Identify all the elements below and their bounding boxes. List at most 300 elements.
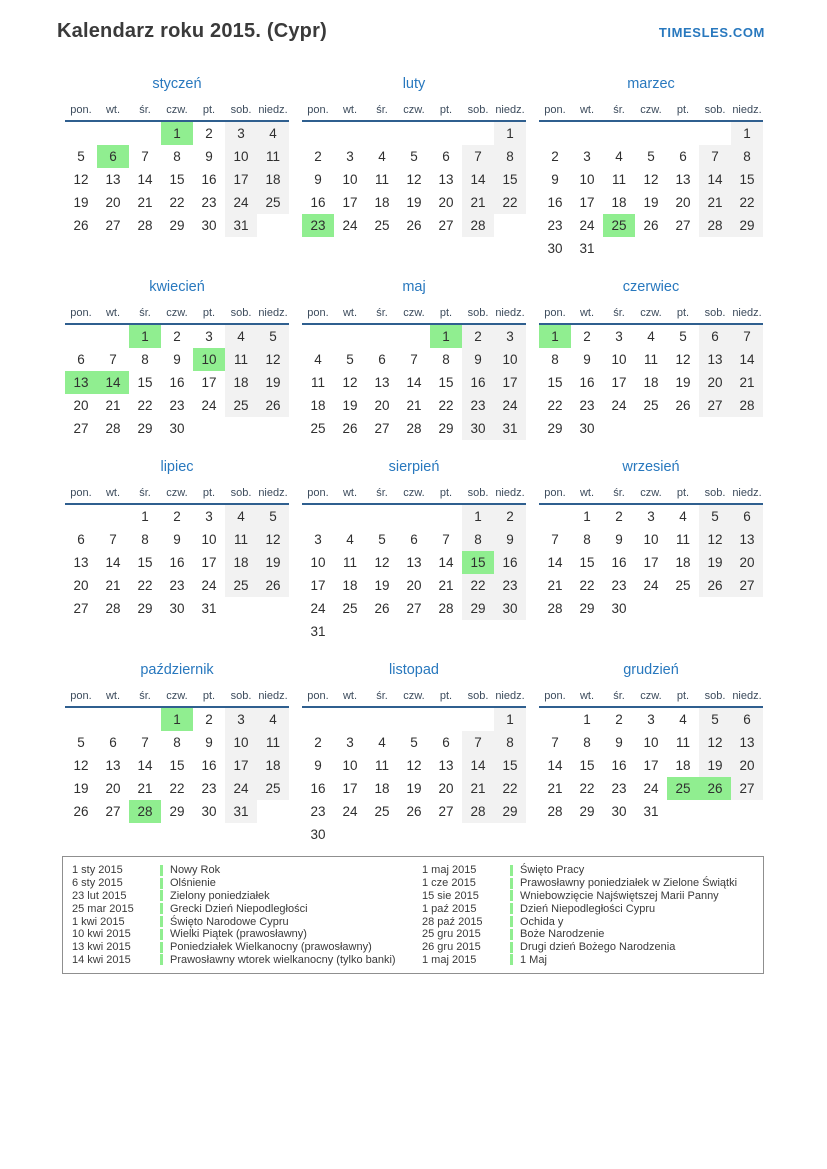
legend-holiday-name: Święto Pracy [520, 864, 585, 877]
day-cell: 30 [169, 601, 185, 616]
day-cell: 23 [201, 781, 217, 796]
day-cell: 16 [494, 551, 526, 574]
day-cell: 17 [225, 754, 257, 777]
day-header: czw. [398, 98, 430, 121]
month-2 [302, 75, 526, 237]
empty-cell [366, 620, 398, 643]
week-row [539, 121, 763, 145]
day-cell: 2 [314, 735, 322, 750]
day-cell: 2 [205, 712, 213, 727]
day-header: niedz. [257, 301, 289, 324]
day-cell: 30 [579, 421, 595, 436]
legend-row [63, 915, 413, 928]
day-cell: 29 [169, 804, 185, 819]
day-cell: 10 [310, 555, 326, 570]
empty-cell [366, 121, 398, 145]
day-header: śr. [129, 481, 161, 504]
week-row [302, 394, 526, 417]
empty-cell [302, 504, 334, 528]
empty-cell [699, 121, 731, 145]
month-table [302, 481, 526, 643]
day-cell: 19 [643, 195, 659, 210]
week-row [302, 574, 526, 597]
empty-cell [334, 121, 366, 145]
day-cell: 18 [225, 371, 257, 394]
day-header: wt. [571, 684, 603, 707]
week-row [302, 597, 526, 620]
empty-cell [462, 620, 494, 643]
day-cell: 6 [442, 735, 450, 750]
empty-cell [398, 707, 430, 731]
day-cell: 15 [731, 168, 763, 191]
empty-cell [462, 707, 494, 731]
week-row [302, 777, 526, 800]
day-cell: 1 [494, 707, 526, 731]
day-header: czw. [398, 684, 430, 707]
day-cell: 2 [615, 509, 623, 524]
day-cell: 4 [225, 324, 257, 348]
day-cell: 26 [342, 421, 358, 436]
day-header: pt. [193, 481, 225, 504]
holiday-color-bar-icon [510, 890, 513, 901]
week-row [65, 707, 289, 731]
week-row [65, 574, 289, 597]
empty-cell [667, 417, 699, 440]
day-cell: 15 [137, 375, 153, 390]
day-cell: 4 [679, 509, 687, 524]
month-table [65, 98, 289, 237]
day-cell: 22 [169, 781, 185, 796]
month-table [302, 684, 526, 846]
day-header: sob. [225, 98, 257, 121]
day-cell: 27 [438, 804, 454, 819]
legend-row [63, 941, 413, 954]
day-cell: 6 [410, 532, 418, 547]
day-cell: 18 [374, 195, 390, 210]
day-header: pt. [193, 301, 225, 324]
day-header: czw. [635, 98, 667, 121]
day-cell: 30 [169, 421, 185, 436]
day-cell: 11 [675, 735, 690, 750]
week-row [65, 214, 289, 237]
empty-cell [257, 800, 289, 823]
day-cell: 20 [438, 781, 454, 796]
empty-cell [603, 417, 635, 440]
day-cell: 12 [73, 172, 89, 187]
empty-cell [430, 504, 462, 528]
week-row [539, 551, 763, 574]
empty-cell [398, 620, 430, 643]
day-cell: 24 [611, 398, 627, 413]
day-cell: 7 [410, 352, 418, 367]
holiday-color-bar-icon [160, 890, 163, 901]
day-cell: 3 [647, 509, 655, 524]
day-cell: 19 [374, 578, 390, 593]
day-header: pon. [302, 684, 334, 707]
day-cell: 10 [342, 172, 358, 187]
day-cell: 24 [225, 191, 257, 214]
day-cell: 12 [342, 375, 358, 390]
empty-cell [334, 504, 366, 528]
legend-date: 1 sty 2015 [72, 864, 123, 877]
day-cell: 12 [406, 172, 422, 187]
day-header: pon. [65, 301, 97, 324]
day-cell: 20 [731, 754, 763, 777]
day-cell: 29 [731, 214, 763, 237]
empty-cell [398, 504, 430, 528]
day-cell: 13 [105, 758, 121, 773]
day-cell: 15 [169, 758, 185, 773]
month-title: lipiec [160, 459, 194, 475]
day-header: śr. [129, 301, 161, 324]
day-cell: 9 [173, 532, 181, 547]
day-cell: 28 [699, 214, 731, 237]
site-link[interactable]: TIMESLES.COM [658, 25, 765, 40]
day-header: czw. [398, 301, 430, 324]
day-cell: 22 [137, 578, 153, 593]
day-cell: 8 [583, 735, 591, 750]
day-header: czw. [635, 481, 667, 504]
empty-cell [731, 417, 763, 440]
day-cell: 19 [406, 195, 422, 210]
week-row [65, 191, 289, 214]
week-row [539, 191, 763, 214]
day-cell: 8 [462, 528, 494, 551]
day-cell: 28 [462, 214, 494, 237]
holiday-color-bar-icon [160, 865, 163, 876]
month-table [539, 684, 763, 823]
empty-cell [257, 417, 289, 440]
day-cell: 6 [77, 532, 85, 547]
day-cell: 31 [201, 601, 217, 616]
week-row [65, 348, 289, 371]
day-cell: 19 [73, 781, 89, 796]
day-cell: 21 [462, 777, 494, 800]
day-cell: 6 [731, 504, 763, 528]
day-cell: 8 [731, 145, 763, 168]
day-cell: 14 [438, 555, 454, 570]
day-header: niedz. [494, 301, 526, 324]
day-cell: 4 [346, 532, 354, 547]
week-row [302, 145, 526, 168]
day-cell: 3 [494, 324, 526, 348]
day-cell: 16 [579, 375, 595, 390]
month-title: styczeń [152, 76, 202, 92]
empty-cell [334, 823, 366, 846]
empty-cell [699, 597, 731, 620]
day-header: pon. [302, 301, 334, 324]
month-title: maj [402, 279, 426, 295]
week-row [65, 371, 289, 394]
week-row [65, 597, 289, 620]
day-cell: 3 [346, 149, 354, 164]
day-header: śr. [603, 301, 635, 324]
day-cell: 16 [547, 195, 563, 210]
day-cell: 10 [494, 348, 526, 371]
holiday-color-bar-icon [510, 916, 513, 927]
day-cell: 2 [173, 329, 181, 344]
day-cell: 3 [205, 509, 213, 524]
month-title: kwiecień [149, 279, 205, 295]
day-cell: 22 [731, 191, 763, 214]
day-cell: 15 [494, 754, 526, 777]
day-cell: 18 [643, 375, 659, 390]
day-header: sob. [699, 98, 731, 121]
legend-date: 25 gru 2015 [422, 928, 481, 941]
empty-cell [571, 121, 603, 145]
day-cell: 18 [310, 398, 326, 413]
day-header: niedz. [257, 684, 289, 707]
day-cell: 3 [225, 121, 257, 145]
day-header: śr. [603, 98, 635, 121]
day-header: pt. [430, 481, 462, 504]
day-cell: 30 [494, 597, 526, 620]
day-header: śr. [366, 98, 398, 121]
week-row [539, 800, 763, 823]
day-cell: 26 [73, 218, 89, 233]
day-header: wt. [97, 98, 129, 121]
holiday-color-bar-icon [160, 903, 163, 914]
month-4 [65, 278, 289, 440]
day-cell: 28 [462, 800, 494, 823]
day-cell: 11 [225, 528, 257, 551]
legend-date: 23 lut 2015 [72, 889, 127, 902]
day-cell: 2 [615, 712, 623, 727]
day-cell: 26 [406, 218, 422, 233]
empty-cell [334, 620, 366, 643]
day-cell: 2 [551, 149, 559, 164]
legend-date: 1 kwi 2015 [72, 915, 125, 928]
empty-cell [539, 504, 571, 528]
day-cell: 26 [675, 398, 691, 413]
day-cell: 30 [201, 218, 217, 233]
day-cell: 10 [342, 758, 358, 773]
day-cell: 7 [462, 145, 494, 168]
legend-date: 14 kwi 2015 [72, 953, 131, 966]
day-cell: 27 [105, 218, 121, 233]
day-cell: 8 [494, 145, 526, 168]
legend-holiday-name: Grecki Dzień Niepodległości [170, 902, 308, 915]
day-cell: 16 [310, 781, 326, 796]
day-cell: 8 [141, 352, 149, 367]
day-cell: 13 [731, 731, 763, 754]
empty-cell [257, 214, 289, 237]
week-row [65, 731, 289, 754]
day-cell: 5 [378, 532, 386, 547]
day-cell: 27 [675, 218, 691, 233]
legend-holiday-name: Nowy Rok [170, 864, 221, 877]
day-header: śr. [366, 684, 398, 707]
day-cell: 28 [547, 601, 563, 616]
holiday-day-cell: 25 [603, 214, 635, 237]
day-cell: 25 [342, 601, 358, 616]
day-cell: 13 [374, 375, 390, 390]
day-cell: 5 [410, 149, 418, 164]
day-header: pt. [667, 301, 699, 324]
day-cell: 29 [137, 601, 153, 616]
legend-holiday-name: Poniedziałek Wielkanocny (prawosławny) [170, 941, 372, 954]
month-8 [302, 458, 526, 643]
week-row [539, 214, 763, 237]
day-header: pon. [539, 481, 571, 504]
day-header: pon. [539, 684, 571, 707]
day-cell: 7 [109, 532, 117, 547]
day-cell: 10 [643, 532, 659, 547]
day-cell: 3 [225, 707, 257, 731]
day-cell: 22 [438, 398, 454, 413]
day-cell: 5 [647, 149, 655, 164]
day-header: pon. [65, 481, 97, 504]
month-title: październik [140, 662, 214, 678]
day-header: pon. [65, 98, 97, 121]
day-cell: 31 [225, 214, 257, 237]
day-header: wt. [97, 481, 129, 504]
holiday-day-cell: 26 [699, 777, 731, 800]
day-header: niedz. [494, 98, 526, 121]
empty-cell [699, 237, 731, 260]
day-cell: 17 [643, 758, 659, 773]
day-cell: 3 [583, 149, 591, 164]
legend-row [63, 928, 413, 941]
day-cell: 24 [342, 218, 358, 233]
day-cell: 20 [73, 398, 89, 413]
legend-date: 28 paź 2015 [422, 915, 483, 928]
month-table [302, 98, 526, 237]
legend-holiday-name: Drugi dzień Bożego Narodzenia [520, 941, 676, 954]
day-header: śr. [129, 98, 161, 121]
week-row [302, 800, 526, 823]
month-title: sierpień [388, 459, 440, 475]
day-header: czw. [635, 301, 667, 324]
day-cell: 15 [494, 168, 526, 191]
month-table [539, 301, 763, 440]
week-row [302, 324, 526, 348]
empty-cell [225, 417, 257, 440]
day-cell: 17 [579, 195, 595, 210]
day-header: wt. [334, 301, 366, 324]
empty-cell [667, 800, 699, 823]
day-cell: 29 [438, 421, 454, 436]
day-cell: 17 [342, 781, 358, 796]
day-cell: 12 [643, 172, 659, 187]
empty-cell [731, 597, 763, 620]
day-cell: 26 [643, 218, 659, 233]
day-cell: 22 [494, 191, 526, 214]
day-cell: 13 [73, 555, 89, 570]
day-cell: 20 [374, 398, 390, 413]
week-row [539, 707, 763, 731]
holiday-color-bar-icon [510, 929, 513, 940]
empty-cell [462, 823, 494, 846]
day-cell: 16 [169, 375, 185, 390]
month-6 [539, 278, 763, 440]
day-cell: 6 [699, 324, 731, 348]
week-row [539, 528, 763, 551]
day-cell: 8 [494, 731, 526, 754]
day-cell: 31 [643, 804, 659, 819]
day-cell: 14 [731, 348, 763, 371]
day-header: wt. [334, 98, 366, 121]
legend-holiday-name: Prawosławny poniedziałek w Zielone Świątki [520, 877, 738, 890]
page-title: Kalendarz roku 2015. (Cypr) [57, 20, 327, 42]
month-12 [539, 661, 763, 823]
month-table [302, 301, 526, 440]
day-cell: 6 [679, 149, 687, 164]
day-cell: 15 [438, 375, 454, 390]
day-cell: 29 [137, 421, 153, 436]
day-cell: 24 [494, 394, 526, 417]
day-cell: 12 [257, 348, 289, 371]
day-cell: 3 [314, 532, 322, 547]
day-cell: 1 [141, 509, 149, 524]
day-header: niedz. [257, 98, 289, 121]
day-cell: 10 [201, 532, 217, 547]
day-cell: 9 [314, 758, 322, 773]
day-header: czw. [161, 481, 193, 504]
legend-holiday-name: Ochida y [520, 915, 564, 928]
day-cell: 9 [205, 735, 213, 750]
holiday-color-bar-icon [160, 954, 163, 965]
empty-cell [366, 707, 398, 731]
day-cell: 14 [406, 375, 422, 390]
day-header: śr. [366, 301, 398, 324]
day-cell: 18 [611, 195, 627, 210]
week-row [65, 324, 289, 348]
day-cell: 19 [699, 754, 731, 777]
day-cell: 19 [257, 551, 289, 574]
day-cell: 14 [547, 758, 563, 773]
legend-row [413, 902, 763, 915]
day-cell: 9 [462, 348, 494, 371]
month-title: listopad [389, 662, 439, 678]
day-header: pt. [430, 301, 462, 324]
empty-cell [65, 707, 97, 731]
day-cell: 17 [611, 375, 627, 390]
day-cell: 2 [494, 504, 526, 528]
empty-cell [731, 800, 763, 823]
empty-cell [366, 324, 398, 348]
day-cell: 17 [225, 168, 257, 191]
day-cell: 22 [579, 578, 595, 593]
day-header: śr. [366, 481, 398, 504]
day-cell: 20 [731, 551, 763, 574]
day-cell: 25 [643, 398, 659, 413]
day-cell: 22 [169, 195, 185, 210]
day-cell: 3 [647, 712, 655, 727]
holiday-day-cell: 10 [193, 348, 225, 371]
day-cell: 14 [137, 758, 153, 773]
month-5 [302, 278, 526, 440]
day-cell: 10 [643, 735, 659, 750]
day-cell: 6 [77, 352, 85, 367]
day-cell: 26 [406, 804, 422, 819]
week-row [539, 237, 763, 260]
day-cell: 27 [374, 421, 390, 436]
day-cell: 4 [378, 149, 386, 164]
empty-cell [65, 121, 97, 145]
empty-cell [225, 597, 257, 620]
holiday-legend [62, 856, 764, 974]
day-cell: 31 [494, 417, 526, 440]
day-cell: 11 [611, 172, 626, 187]
legend-row [63, 954, 413, 967]
empty-cell [366, 504, 398, 528]
day-cell: 23 [169, 398, 185, 413]
legend-date: 6 sty 2015 [72, 877, 123, 890]
legend-row [413, 890, 763, 903]
day-cell: 22 [494, 777, 526, 800]
day-cell: 6 [442, 149, 450, 164]
